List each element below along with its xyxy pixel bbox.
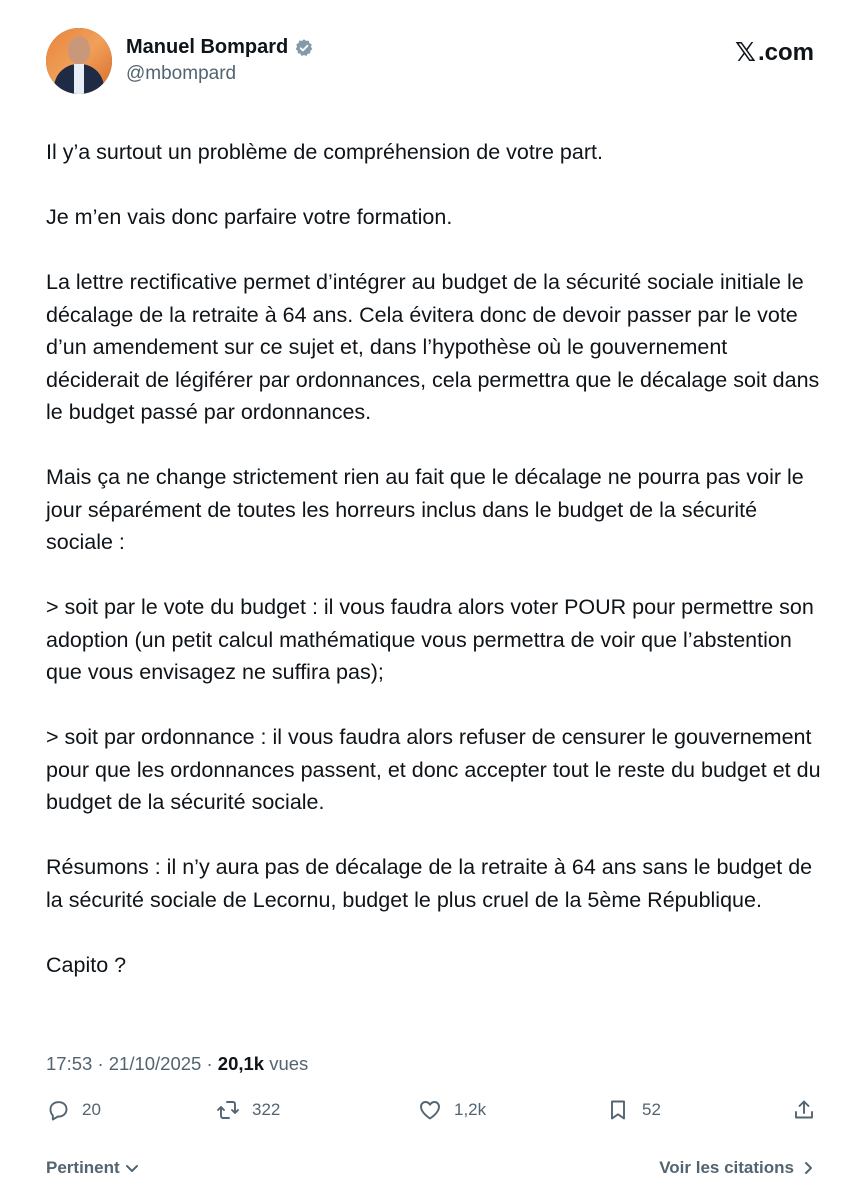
view-quotes-link[interactable] bbox=[659, 1158, 816, 1178]
x-site-label: .com bbox=[757, 39, 814, 66]
like-button[interactable] bbox=[418, 1098, 486, 1122]
repost-button[interactable] bbox=[216, 1098, 280, 1122]
views-count: 20,1k bbox=[217, 1053, 265, 1074]
tweet-paragraph: Il y’a surtout un problème de compréhension de votre part. bbox=[46, 140, 603, 164]
tweet-paragraph: > soit par ordonnance : il vous faudra alors refuser de censurer le gouvernement pour que les ordonnances passent, et donc accepter tout le reste du budget et du budget de la sécurité sociale. bbox=[46, 725, 821, 814]
replies-footer bbox=[46, 1158, 816, 1186]
repost-count: 322 bbox=[252, 1100, 281, 1119]
share-button[interactable] bbox=[792, 1098, 816, 1122]
reply-count: 20 bbox=[82, 1100, 101, 1119]
action-bar bbox=[46, 1098, 816, 1132]
tweet-paragraph: > soit par le vote du budget : il vous faudra alors voter POUR pour permettre son adoption (un petit calcul mathématique vous permettra de voir que l’abstention que vous envisagez ne suffira pas); bbox=[46, 595, 814, 684]
sort-label: Pertinent bbox=[46, 1158, 120, 1177]
reply-button[interactable] bbox=[46, 1098, 101, 1122]
tweet-paragraph: Résumons : il n’y aura pas de décalage de la retraite à 64 ans sans le budget de la sécurité sociale de Lecornu, budget le plus cruel de la 5ème République. bbox=[46, 855, 813, 912]
avatar[interactable] bbox=[46, 28, 112, 94]
meta-separator: · bbox=[97, 1053, 104, 1074]
x-logo bbox=[735, 38, 814, 68]
tweet-time[interactable]: 17:53 bbox=[46, 1053, 93, 1074]
chevron-down-icon bbox=[124, 1160, 140, 1176]
share-icon bbox=[792, 1098, 816, 1122]
views-label: vues bbox=[269, 1053, 309, 1074]
repost-icon bbox=[216, 1098, 240, 1122]
chevron-right-icon bbox=[800, 1160, 816, 1176]
reply-icon bbox=[46, 1098, 70, 1122]
x-icon: 𝕏 bbox=[735, 38, 756, 68]
name-row bbox=[126, 36, 314, 59]
bookmark-button[interactable] bbox=[606, 1098, 661, 1122]
author-block bbox=[126, 36, 314, 85]
tweet-paragraph: Mais ça ne change strictement rien au fait que le décalage ne pourra pas voir le jour séparément de toutes les horreurs inclus dans le budget de la sécurité sociale : bbox=[46, 465, 804, 554]
author-handle[interactable]: @mbompard bbox=[126, 63, 237, 84]
tweet-header bbox=[46, 28, 814, 98]
view-quotes-label: Voir les citations bbox=[659, 1158, 794, 1177]
heart-icon bbox=[418, 1098, 442, 1122]
meta-separator: · bbox=[206, 1053, 213, 1074]
author-name[interactable]: Manuel Bompard bbox=[126, 36, 289, 58]
bookmark-icon bbox=[606, 1098, 630, 1122]
verified-badge-icon bbox=[294, 38, 314, 58]
tweet-text bbox=[46, 136, 826, 981]
tweet-paragraph: La lettre rectificative permet d’intégrer au budget de la sécurité sociale initiale le décalage de la retraite à 64 ans. Cela évitera donc de devoir passer par le vote d’un amendement sur ce sujet et, dans l’hypothèse où le gouvernement déciderait de légiférer par ordonnances, cela permettra que le décalage soit dans le budget passé par ordonnances. bbox=[46, 270, 820, 424]
like-count: 1,2k bbox=[454, 1100, 487, 1119]
tweet-paragraph: Capito ? bbox=[46, 952, 127, 977]
bookmark-count: 52 bbox=[642, 1100, 661, 1119]
tweet-paragraph: Je m’en vais donc parfaire votre formation. bbox=[46, 205, 453, 229]
sort-dropdown[interactable] bbox=[46, 1158, 140, 1178]
tweet-meta bbox=[46, 1053, 308, 1075]
tweet-date[interactable]: 21/10/2025 bbox=[108, 1053, 202, 1074]
